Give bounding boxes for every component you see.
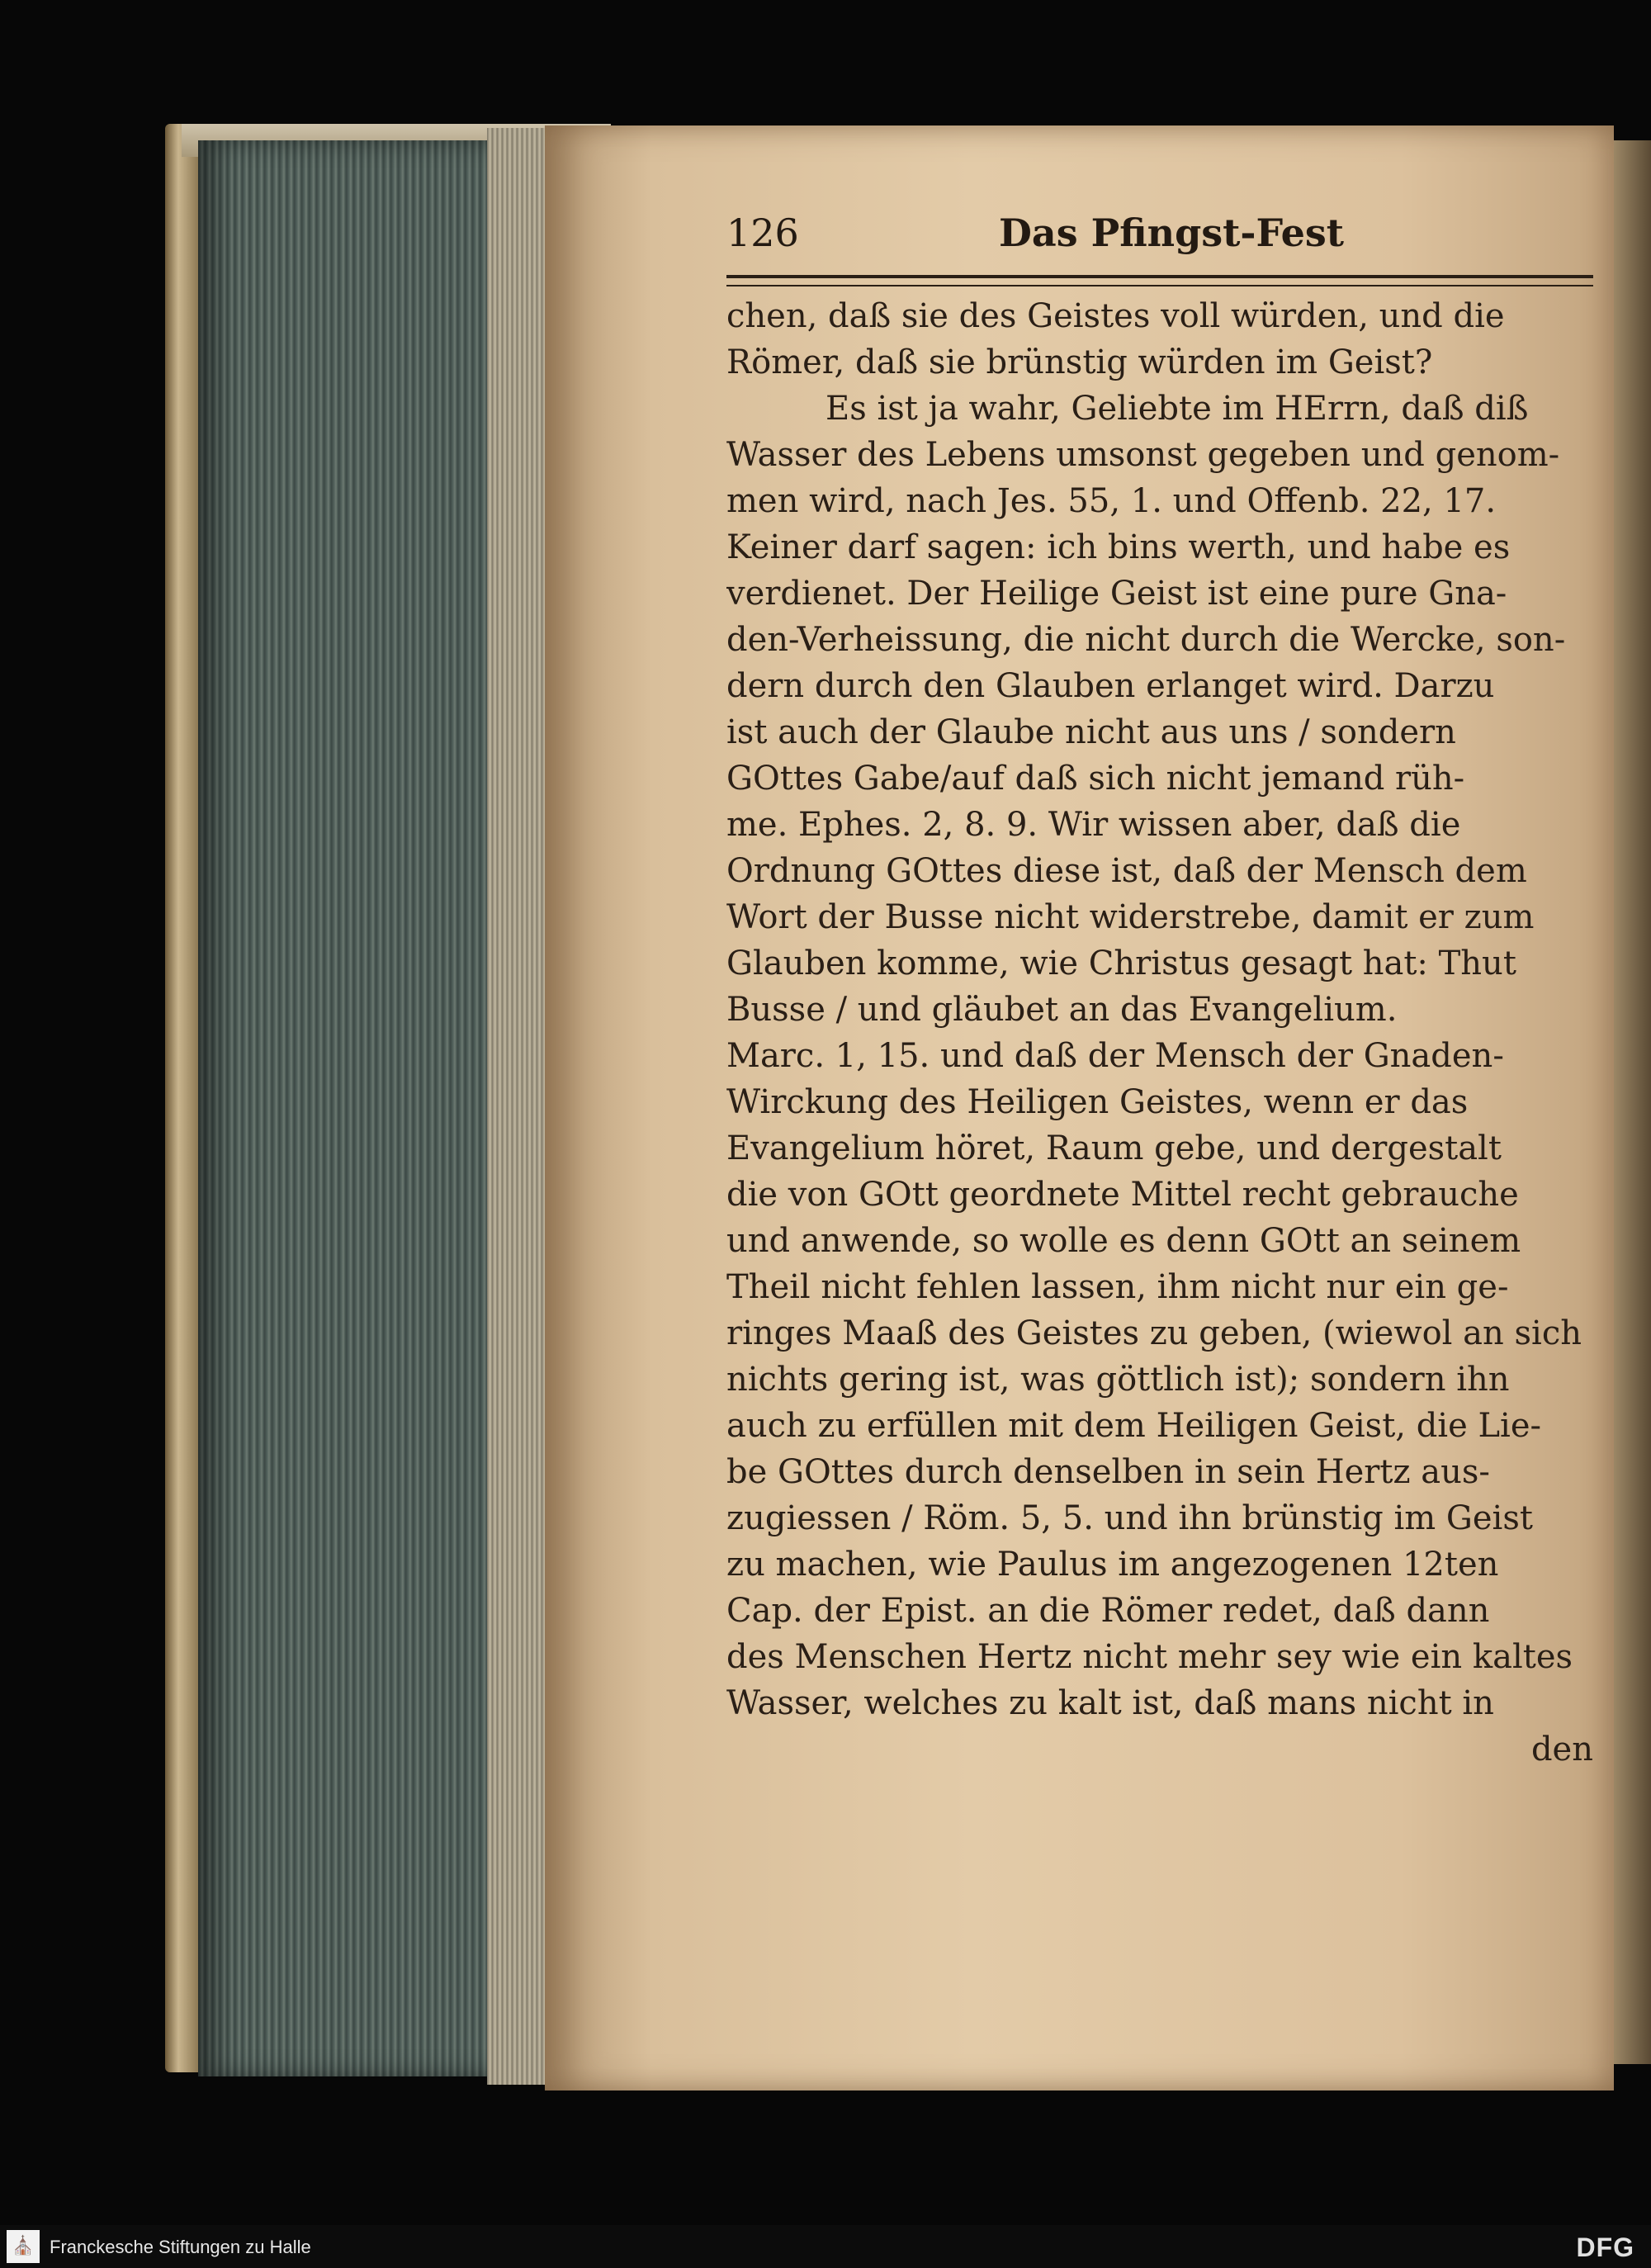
text-line: dern durch den Glauben erlanget wird. Darzu: [726, 667, 1495, 705]
book-cover-edge: [165, 124, 198, 2072]
facing-page-edge: [1614, 140, 1651, 2064]
text-line: Theil nicht fehlen lassen, ihm nicht nur ein ge-: [726, 1268, 1509, 1306]
text-line: me. Ephes. 2, 8. 9. Wir wissen aber, daß die: [726, 806, 1461, 844]
text-line: chen, daß sie des Geistes voll würden, und die: [726, 297, 1505, 335]
text-line: Keiner darf sagen: ich bins werth, und habe es: [726, 528, 1511, 566]
text-line: Cap. der Epist. an die Römer redet, daß dann: [726, 1592, 1490, 1630]
text-line: be GOttes durch denselben in sein Hertz aus-: [726, 1453, 1490, 1491]
text-line: Wort der Busse nicht widerstrebe, damit er zum: [726, 898, 1535, 936]
text-line: nichts gering ist, was göttlich ist); sondern ihn: [726, 1361, 1510, 1399]
text-line: GOttes Gabe/auf daß sich nicht jemand rüh-: [726, 760, 1465, 798]
text-line: den-Verheissung, die nicht durch die Wercke, son-: [726, 621, 1566, 659]
text-line: ringes Maaß des Geistes zu geben, (wiewol an sich: [726, 1314, 1582, 1352]
text-line: Glauben komme, wie Christus gesagt hat: Thut: [726, 945, 1516, 982]
page-header: [726, 211, 1593, 268]
text-line: verdienet. Der Heilige Geist ist eine pure Gna-: [726, 575, 1507, 613]
text-line: die von GOtt geordnete Mittel recht gebrauche: [726, 1176, 1519, 1214]
funder-logo: DFG: [1576, 2232, 1634, 2262]
page-body-text: [726, 293, 1593, 1773]
text-line: des Menschen Hertz nicht mehr sey wie ein kaltes: [726, 1638, 1573, 1676]
text-line: und anwende, so wolle es denn GOtt an seinem: [726, 1222, 1521, 1260]
header-rule: [726, 275, 1593, 286]
text-line: zugiessen / Röm. 5, 5. und ihn brünstig im Geist: [726, 1499, 1533, 1537]
page-number: 126: [726, 211, 799, 255]
text-line: Es ist ja wahr, Geliebte im HErrn, daß diß: [826, 390, 1529, 428]
text-line: Wasser des Lebens umsonst gegeben und genom-: [726, 436, 1560, 474]
text-line: men wird, nach Jes. 55, 1. und Offenb. 22, 17.: [726, 482, 1497, 520]
institution-logo-icon: ⛪: [7, 2230, 40, 2263]
text-line: Busse / und gläubet an das Evangelium.: [726, 991, 1398, 1029]
text-line: Römer, daß sie brünstig würden im Geist?: [726, 343, 1433, 381]
text-line: Evangelium höret, Raum gebe, und dergestalt: [726, 1129, 1502, 1167]
text-line: den: [1530, 1731, 1593, 1768]
running-title: Das Pfingst-Fest: [999, 211, 1345, 255]
text-line: zu machen, wie Paulus im angezogenen 12ten: [726, 1546, 1499, 1584]
footer-institution: Franckesche Stiftungen zu Halle: [50, 2237, 311, 2257]
text-line: Wasser, welches zu kalt ist, daß mans nicht in: [726, 1684, 1494, 1722]
text-line: ist auch der Glaube nicht aus uns / sondern: [726, 713, 1456, 751]
text-line: Marc. 1, 15. und daß der Mensch der Gnaden-: [726, 1037, 1504, 1075]
text-line: auch zu erfüllen mit dem Heiligen Geist, die Lie-: [726, 1407, 1542, 1445]
text-line: Wirckung des Heiligen Geistes, wenn er das: [726, 1083, 1469, 1121]
text-line: Ordnung GOttes diese ist, daß der Mensch dem: [726, 852, 1527, 890]
